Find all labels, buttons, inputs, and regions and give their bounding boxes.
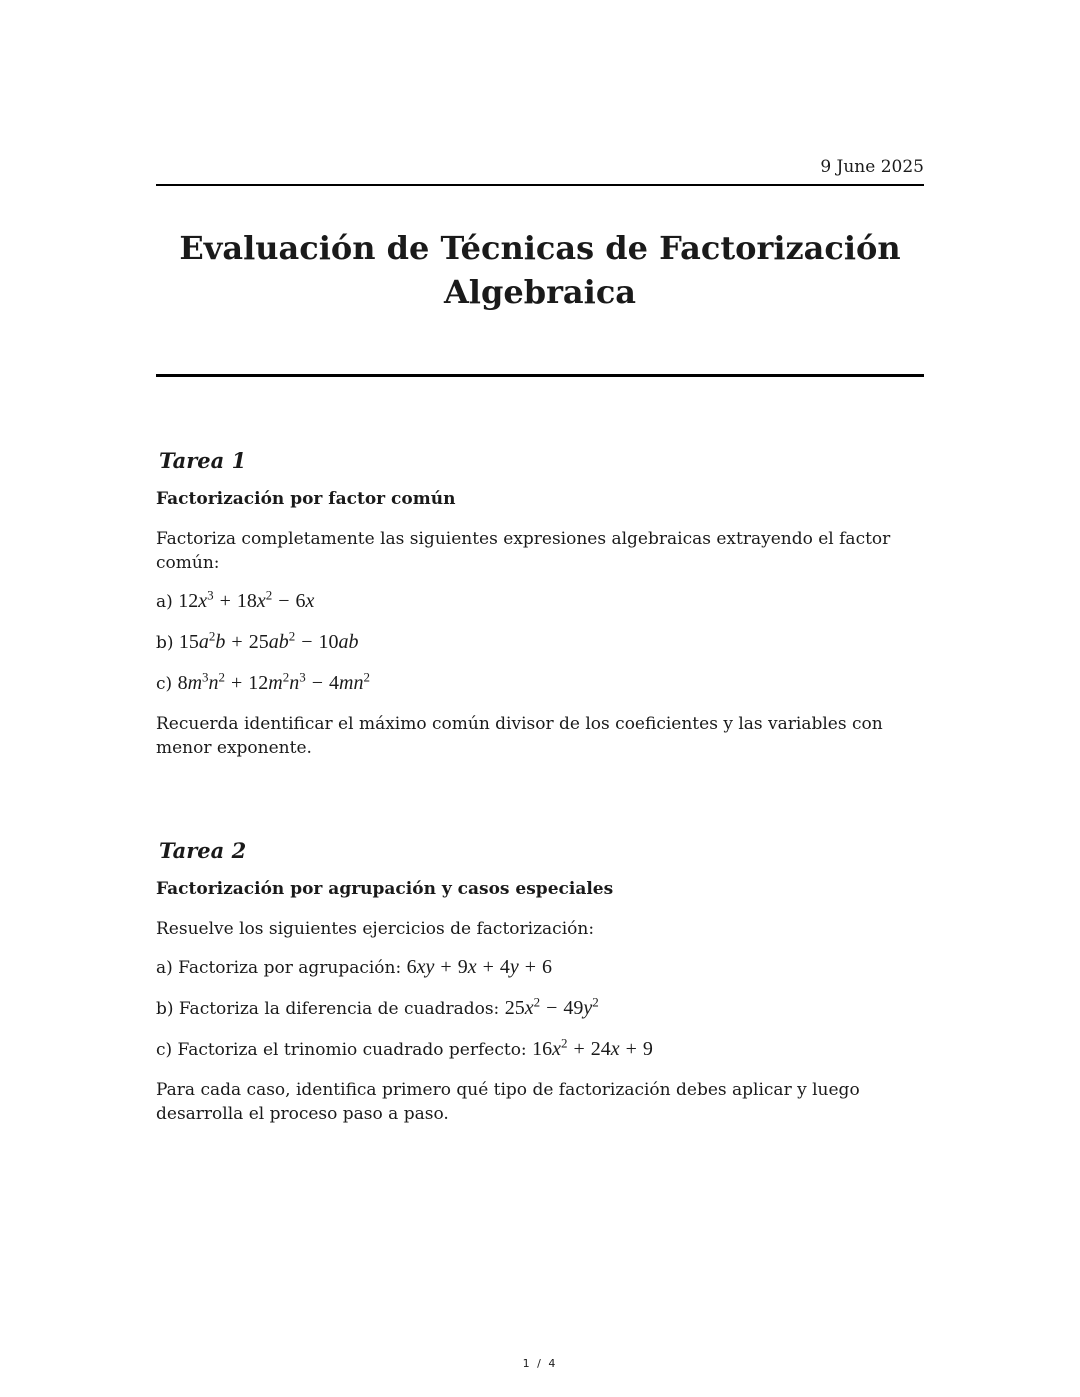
task-2-heading: Tarea 2 (159, 838, 247, 863)
task-2-item-c (156, 1037, 924, 1062)
item-label: a) (156, 592, 173, 612)
document-date: 9 June 2025 (820, 157, 924, 177)
task-1-intro: Factoriza completamente las siguientes expresiones algebraicas extrayendo el factor común: (156, 529, 891, 573)
task-2-subtitle: Factorización por agrupación y casos especiales (156, 879, 614, 899)
math-expression: $12x^3 + 18x^2 - 6x$ (178, 587, 315, 612)
task-2-intro: Resuelve los siguientes ejercicios de factorización: (156, 919, 595, 939)
math-expression: $16x^2 + 24x + 9$ (532, 1035, 653, 1060)
task-2-section (156, 838, 924, 1140)
task-2-item-a (156, 955, 924, 980)
task-1-heading: Tarea 1 (159, 448, 247, 473)
title-rule (156, 374, 924, 377)
item-label: b) Factoriza la diferencia de cuadrados: (156, 999, 500, 1019)
title-line-1: Evaluación de Técnicas de Factorización (179, 229, 901, 267)
page-number: 1 / 4 (522, 1357, 558, 1370)
item-label: a) Factoriza por agrupación: (156, 958, 402, 978)
math-expression: 6xy + 9x + 4y + 6 (406, 956, 553, 978)
task-1-item-a (156, 589, 924, 614)
item-label: c) (156, 674, 173, 694)
title-line-2: Algebraica (443, 273, 637, 311)
header-rule (156, 184, 924, 186)
task-1-item-c (156, 671, 924, 696)
math-expression: $15a^2b + 25ab^2 - 10ab$ (178, 628, 359, 653)
task-2-note: Para cada caso, identifica primero qué tipo de factorización debes aplicar y luego desarrolla el proceso paso a paso. (156, 1080, 860, 1124)
document-title (156, 226, 924, 314)
item-label: c) Factoriza el trinomio cuadrado perfecto: (156, 1040, 527, 1060)
math-expression: $8m^3n^2 + 12m^2n^3 - 4mn^2$ (177, 669, 370, 694)
task-1-item-b (156, 630, 924, 655)
item-label: b) (156, 633, 174, 653)
task-1-note: Recuerda identificar el máximo común divisor de los coeficientes y las variables con menor exponente. (156, 714, 883, 758)
task-1-subtitle: Factorización por factor común (156, 489, 456, 509)
math-expression: $25x^2 - 49y^2$ (504, 994, 599, 1019)
task-1-section (156, 448, 924, 774)
task-2-item-b (156, 996, 924, 1021)
